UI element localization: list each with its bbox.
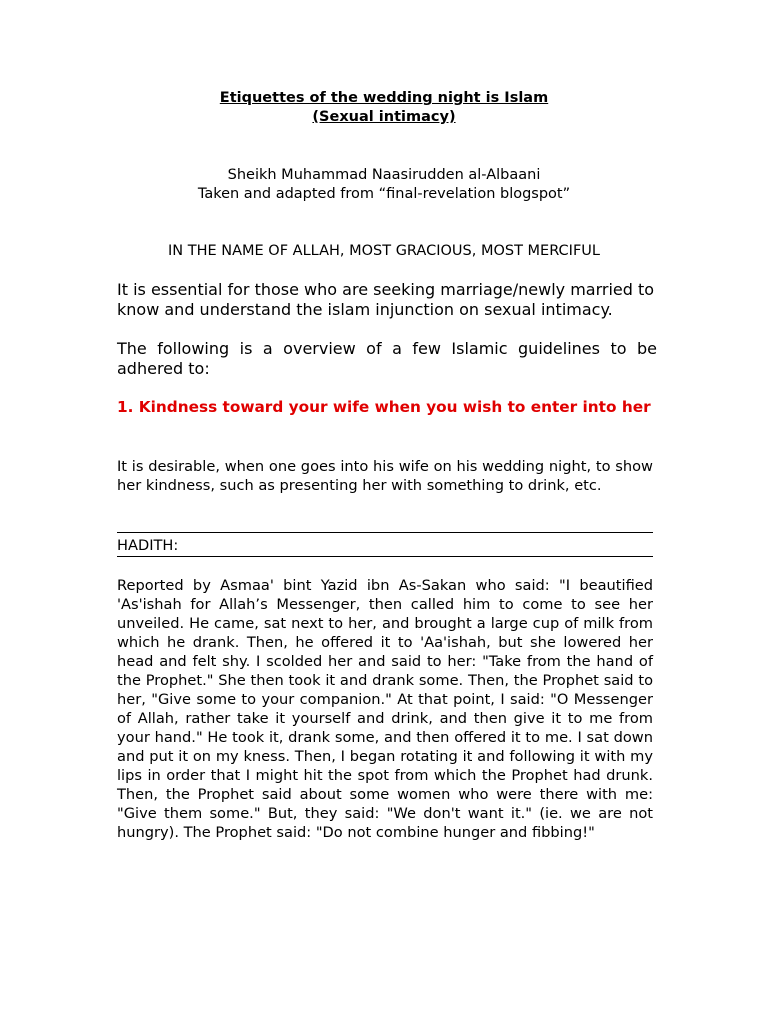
hadith-label: HADITH:	[117, 537, 179, 554]
author-line: Sheikh Muhammad Naasirudden al-Albaani	[227, 167, 541, 183]
section-1-paragraph: It is desirable, when one goes into his wife on his wedding night, to show her kindness, such as presenting her with something to drink, etc.	[117, 458, 653, 494]
source-line: Taken and adapted from “final-revelation blogspot”	[197, 186, 571, 202]
hadith-bottom-rule	[117, 556, 653, 557]
intro-paragraph-2: The following is a overview of a few Islamic guidelines to be adhered to:	[117, 339, 657, 378]
document-title-line-2: (Sexual intimacy)	[312, 109, 456, 125]
intro-paragraph-1: It is essential for those who are seeking marriage/newly married to know and understand the islam injunction on sexual intimacy.	[117, 280, 655, 319]
basmala-line: IN THE NAME OF ALLAH, MOST GRACIOUS, MOST MERCIFUL	[167, 243, 600, 259]
section-1-heading: 1. Kindness toward your wife when you wish to enter into her	[117, 398, 651, 416]
hadith-paragraph: Reported by Asmaa' bint Yazid ibn As-Sakan who said: "I beautified 'As'ishah for Allah’s Messenger, then called him to come to see her unveiled. He came, sat next to her, and brought a large cup of milk from which he drank. Then, he offered it to 'Aa'ishah, but she lowered her head and felt shy. I scolded her and said to her: "Take from the hand of the Prophet." She then took it and drank some. Then, the Prophet said to her, "Give some to your companion." At that point, I said: "O Messenger of Allah, rather take it yourself and drink, and then give it to me from your hand." He took it, drank some, and then offered it to me. I sat down and put it on my kness. Then, I began rotating it and following it with my lips in order that I might hit the spot from which the Prophet had drunk. Then, the Prophet said about some women who were there with me: "Give them some." But, they said: "We don't want it." (ie. we are not hungry). The Prophet said: "Do not combine hunger and fibbing!"	[117, 577, 653, 841]
hadith-top-rule	[117, 532, 653, 533]
document-title-line-1: Etiquettes of the wedding night is Islam	[219, 90, 549, 106]
